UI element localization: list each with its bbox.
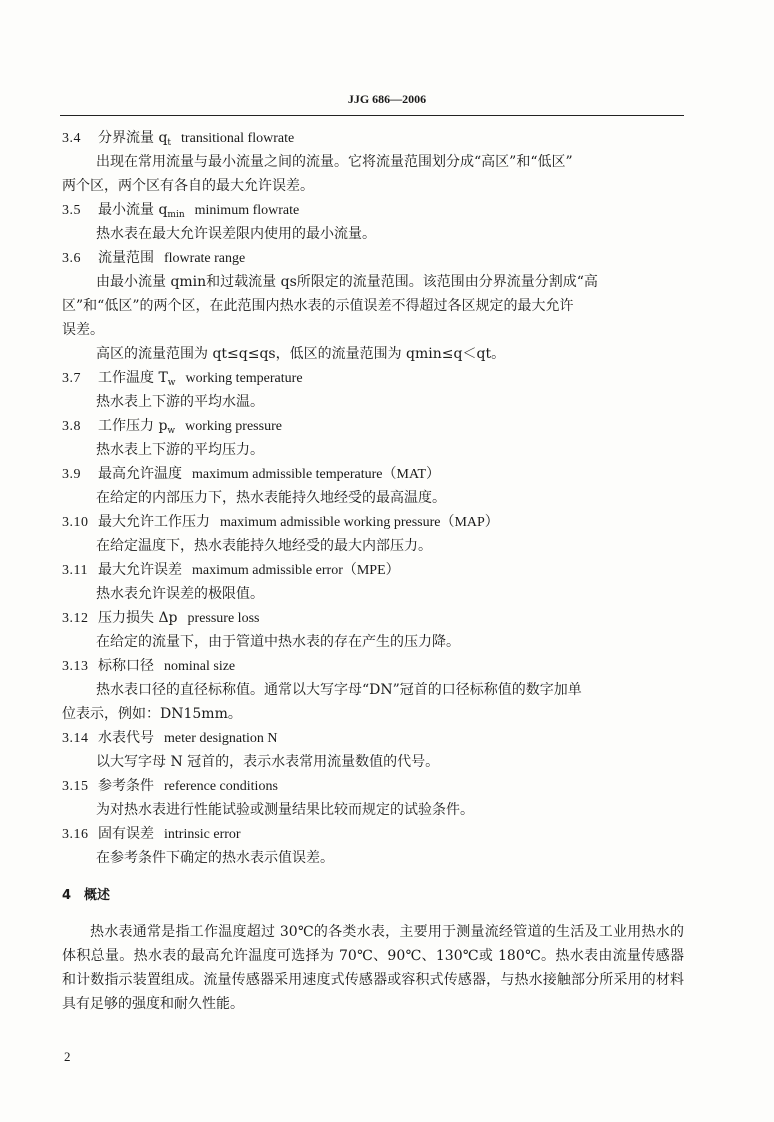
term-definition-line: 高区的流量范围为 qt≤q≤qs，低区的流量范围为 qmin≤q＜qt。: [96, 346, 506, 362]
term-english: working temperature: [185, 371, 303, 386]
term-number: 3.14: [62, 731, 89, 746]
term-english: maximum admissible temperature（MAT）: [192, 467, 441, 482]
term-definition-line: 热水表上下游的平均水温。: [96, 394, 264, 410]
term-number: 3.9: [62, 467, 81, 482]
term-chinese: 压力损失 Δp: [98, 610, 178, 626]
term-heading: [62, 198, 684, 222]
term-number: 3.7: [62, 371, 81, 386]
term-number: 3.15: [62, 779, 89, 794]
term-subscript: w: [167, 426, 176, 436]
term-definition-line: 在参考条件下确定的热水表示值误差。: [96, 850, 334, 866]
term-number: 3.5: [62, 203, 81, 218]
term-definition-line: 在给定温度下，热水表能持久地经受的最大内部压力。: [96, 538, 432, 554]
term-chinese: 最小流量 q: [98, 202, 168, 218]
term-english: flowrate range: [164, 251, 246, 266]
section-heading: 4 概述: [62, 888, 111, 903]
term-heading: [62, 822, 684, 846]
term-chinese: 标称口径: [98, 658, 154, 674]
term-heading: [62, 726, 684, 750]
term-english: nominal size: [164, 659, 236, 674]
term-heading: [62, 606, 684, 630]
document-body: [62, 126, 684, 1016]
term-english: pressure loss: [187, 611, 260, 626]
term-definition-line: 出现在常用流量与最小流量之间的流量。它将流量范围划分成“高区”和“低区”: [96, 154, 573, 170]
term-english: maximum admissible working pressure（MAP）: [220, 515, 499, 530]
term-chinese: 最大允许工作压力: [98, 514, 210, 530]
term-definition-line: 两个区，两个区有各自的最大允许误差。: [62, 178, 314, 194]
term-heading: [62, 366, 684, 390]
term-number: 3.8: [62, 419, 81, 434]
term-english: meter designation N: [164, 731, 278, 746]
term-heading: [62, 558, 684, 582]
term-english: minimum flowrate: [194, 203, 300, 218]
term-heading: [62, 510, 684, 534]
term-number: 3.6: [62, 251, 81, 266]
term-english: intrinsic error: [164, 827, 241, 842]
term-definition-line: 在给定的流量下，由于管道中热水表的存在产生的压力降。: [96, 634, 460, 650]
term-chinese: 分界流量 q: [98, 130, 168, 146]
term-chinese: 最高允许温度: [98, 466, 182, 482]
term-definition-line: 由最小流量 qmin和过载流量 qs所限定的流量范围。该范围由分界流量分割成“高: [96, 274, 598, 290]
term-definition-line: 区”和“低区”的两个区，在此范围内热水表的示值误差不得超过各区规定的最大允许: [62, 298, 574, 314]
standard-code-header: JJG 686—2006: [347, 92, 427, 106]
term-chinese: 最大允许误差: [98, 562, 182, 578]
term-definition-line: 热水表上下游的平均压力。: [96, 442, 264, 458]
term-definition-line: 在给定的内部压力下，热水表能持久地经受的最高温度。: [96, 490, 446, 506]
term-definition-line: 热水表在最大允许误差限内使用的最小流量。: [96, 226, 376, 242]
term-english: reference conditions: [164, 779, 278, 794]
page-number: 2: [64, 1049, 71, 1064]
term-chinese: 参考条件: [98, 778, 154, 794]
term-english: maximum admissible error（MPE）: [192, 563, 400, 578]
term-number: 3.13: [62, 659, 89, 674]
term-heading: [62, 126, 684, 150]
term-definition-line: 以大写字母 N 冠首的，表示水表常用流量数值的代号。: [96, 754, 440, 770]
term-number: 3.11: [62, 563, 88, 578]
term-subscript: min: [167, 210, 185, 220]
term-definition-line: 位表示，例如：DN15mm。: [62, 706, 242, 722]
term-definition-line: 热水表允许误差的极限值。: [96, 586, 264, 602]
header-rule: [60, 115, 684, 116]
term-english: working pressure: [185, 419, 282, 434]
term-definition-line: 热水表口径的直径标称值。通常以大写字母“DN”冠首的口径标称值的数字加单: [96, 682, 582, 698]
term-heading: [62, 246, 684, 270]
term-definition-line: 为对热水表进行性能试验或测量结果比较而规定的试验条件。: [96, 802, 474, 818]
term-number: 3.12: [62, 611, 89, 626]
term-english: transitional flowrate: [181, 131, 295, 146]
term-number: 3.4: [62, 131, 81, 146]
term-chinese: 固有误差: [98, 826, 154, 842]
term-number: 3.10: [62, 515, 89, 530]
term-heading: [62, 774, 684, 798]
term-subscript: w: [167, 378, 176, 388]
term-chinese: 工作压力 p: [98, 418, 168, 434]
overview-paragraph: 热水表通常是指工作温度超过 30℃的各类水表，主要用于测量流经管道的生活及工业用热水的体积总量。热水表的最高允许温度可选择为 70℃、90℃、130℃或 180℃。热水表由流量传感器和计数指示装置组成。流量传感器采用速度式传感器或容积式传感器，与热水接触部分所采用的材料具有足够的强度和耐久性能。: [62, 924, 684, 1012]
term-chinese: 水表代号: [98, 730, 154, 746]
term-chinese: 工作温度 T: [98, 370, 168, 386]
term-heading: [62, 414, 684, 438]
term-heading: [62, 654, 684, 678]
term-subscript: t: [167, 138, 172, 148]
term-heading: [62, 462, 684, 486]
term-number: 3.16: [62, 827, 89, 842]
term-definition-line: 误差。: [62, 322, 104, 338]
term-chinese: 流量范围: [98, 250, 154, 266]
